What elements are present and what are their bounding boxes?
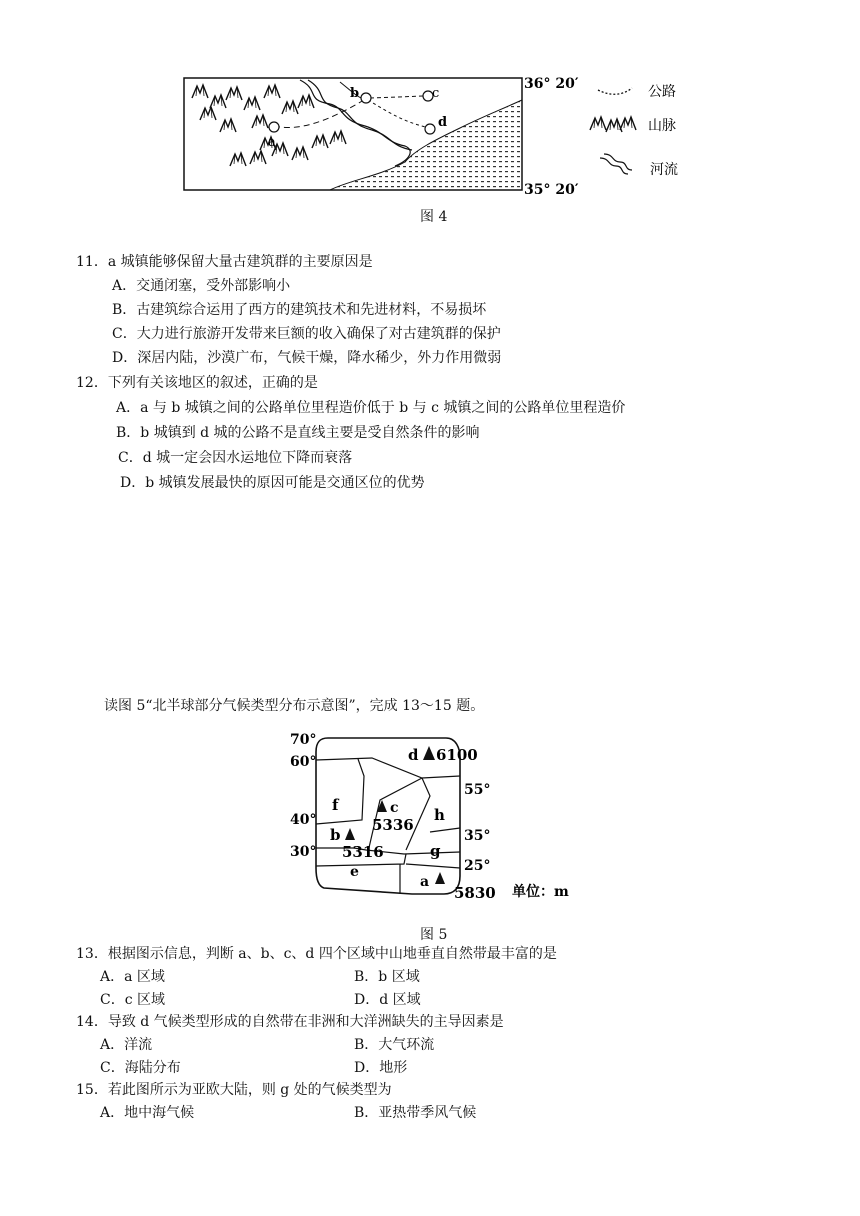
q11-option-d: D．深居内陆，沙漠广布，气候干燥，降水稀少，外力作用微弱 [112,350,502,366]
region-b-label: b [330,826,341,844]
town-d [425,124,435,134]
q13-option-c: C．c 区域 [100,992,166,1008]
region-h-label: h [434,806,445,824]
q11-option-a: A．交通闭塞，受外部影响小 [112,278,291,294]
lat-25-label: 25° [464,858,491,874]
q12-option-b: B．b 城镇到 d 城的公路不是直线主要是受自然条件的影响 [116,425,480,441]
peak-c-height: 5336 [372,816,414,834]
lat-55-label: 55° [464,782,491,798]
figure-4-map [180,70,700,205]
q11-option-b: B．古建筑综合运用了西方的建筑技术和先进材料，不易损坏 [112,302,487,318]
legend-mountain-symbol [590,117,636,132]
peak-b-height: 5316 [342,843,384,861]
legend-river-label: 河流 [650,162,678,178]
town-c-label: c [432,86,440,101]
unit-label: 单位：m [512,884,569,900]
q14-option-a: A．洋流 [100,1037,153,1053]
region-d-label: d [408,746,419,764]
lat-35-label: 35° [464,828,491,844]
question-13-stem: 13．根据图示信息，判断 a、b、c、d 四个区域中山地垂直自然带最丰富的是 [76,946,557,962]
peak-a-height: 5830 [454,884,496,902]
town-b [361,93,371,103]
q12-option-d: D．b 城镇发展最快的原因可能是交通区位的优势 [120,475,425,491]
lat-30-label: 30° [290,844,317,860]
question-14-stem: 14．导致 d 气候类型形成的自然带在非洲和大洋洲缺失的主导因素是 [76,1014,504,1030]
figure-5-diagram [284,728,604,904]
q14-option-c: C．海陆分布 [100,1060,181,1076]
question-11-stem: 11．a 城镇能够保留大量古建筑群的主要原因是 [76,254,373,270]
q15-option-a: A．地中海气候 [100,1105,195,1121]
lat-60-label: 60° [290,754,317,770]
legend-mountain-label: 山脉 [648,118,676,134]
lat-70-label: 70° [290,732,317,748]
lat-bottom-label: 35° 20′ [524,182,579,198]
region-a-label: a [420,874,430,890]
lat-40-label: 40° [290,812,317,828]
q13-option-d: D．d 区域 [354,992,421,1008]
q12-option-c: C．d 城一定会因水运地位下降而衰落 [118,450,353,466]
lat-top-label: 36° 20′ [524,76,579,92]
q13-option-b: B．b 区域 [354,969,420,985]
town-b-label: b [350,86,360,101]
q12-option-a: A．a 与 b 城镇之间的公路单位里程造价低于 b 与 c 城镇之间的公路单位里程造价 [116,400,626,416]
q14-option-b: B．大气环流 [354,1037,435,1053]
q15-option-b: B．亚热带季风气候 [354,1105,477,1121]
question-15-stem: 15．若此图所示为亚欧大陆，则 g 处的气候类型为 [76,1082,392,1098]
q11-option-c: C．大力进行旅游开发带来巨额的收入确保了对古建筑群的保护 [112,326,501,342]
region-g-label: g [430,842,441,860]
legend-road-label: 公路 [648,84,676,100]
town-a [269,122,279,132]
legend-river-symbol [600,158,628,174]
q13-option-a: A．a 区域 [100,969,165,985]
q14-option-d: D．地形 [354,1060,408,1076]
town-a-label: a [268,135,276,150]
legend-road-symbol [598,88,632,94]
region-f-label: f [332,796,339,814]
section-intro: 读图 5“北半球部分气候类型分布示意图”，完成 13～15 题。 [104,698,485,714]
town-d-label: d [438,115,448,130]
figure-5-caption: 图 5 [420,927,448,943]
region-e-label: e [350,864,359,880]
question-12-stem: 12．下列有关该地区的叙述，正确的是 [76,375,318,391]
region-c-label: c [390,800,399,816]
peak-d-height: 6100 [436,746,478,764]
figure-4-caption: 图 4 [420,209,448,225]
